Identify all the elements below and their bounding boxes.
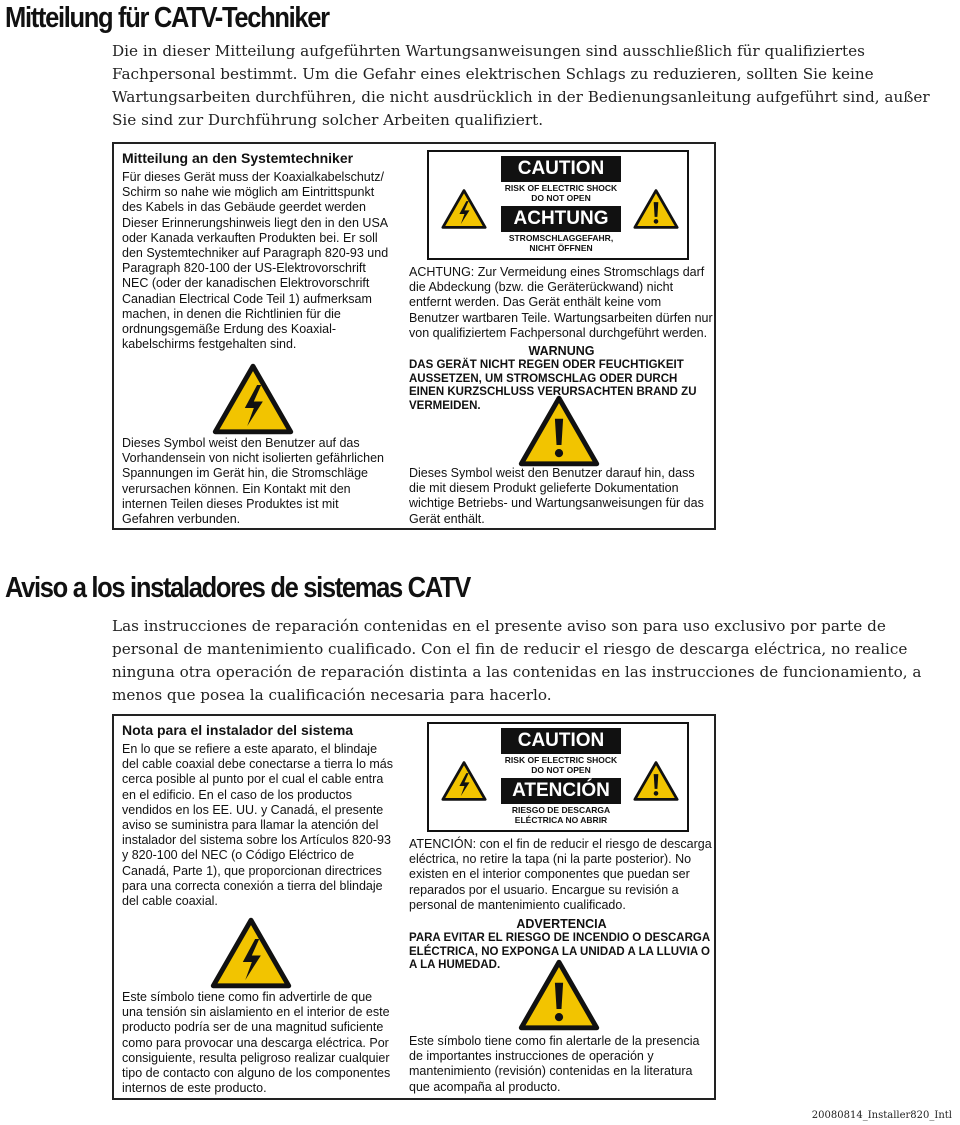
- german-safety-panel: [112, 142, 716, 530]
- german-lightning-symbol-text: Dieses Symbol weist den Benutzer auf das Vorhandensein von nicht isolierten gefährlichen Spannungen im Gerät hin, die Stromschläge verursachen können. Ein Kontakt mit den internen Teilen dieses Produktes ist mit Gefahren verbunden.: [122, 436, 384, 527]
- atencion-subtext: RIESGO DE DESCARGA ELÉCTRICA NO ABRIR: [511, 805, 611, 825]
- lightning-warning-icon: [441, 188, 487, 230]
- atencion-word: ATENCIÓN: [501, 778, 621, 804]
- achtung-subtext: STROMSCHLAGGEFAHR, NICHT ÖFFNEN: [508, 233, 614, 253]
- caution-word: CAUTION: [501, 728, 621, 754]
- caution-subtext: RISK OF ELECTRIC SHOCK DO NOT OPEN: [504, 755, 618, 775]
- spanish-note-body: En lo que se refiere a este aparato, el blindaje del cable coaxial debe conectarse a tierra lo más cerca posible al punto por el cual el cable entra en el edificio. En el caso de los productos vendidos en los EE. UU. y Canadá, el presente aviso se suministra para llamar la atención del instalador del sistema sobre los Artículos 820-93 y 820-100 del NEC (o Código Eléctrico de Canadá, Parte 1), que proporcionan directrices para una correcta conexión a tierra del blindaje del cable coaxial.: [122, 742, 393, 909]
- spanish-note-title: Nota para el instalador del sistema: [122, 722, 354, 738]
- lightning-warning-icon: [441, 760, 487, 802]
- lightning-warning-icon: [212, 362, 294, 436]
- german-note-title: Mitteilung an den Systemtechniker: [122, 150, 354, 166]
- exclamation-warning-icon: [633, 760, 679, 802]
- german-section-title: Mitteilung für CATV-Techniker: [5, 2, 329, 34]
- spanish-warning-body: PARA EVITAR EL RIESGO DE INCENDIO O DESCARGA ELÉCTRICA, NO EXPONGA LA UNIDAD A LA LLUVIA O A LA HUMEDAD.: [409, 932, 710, 972]
- lightning-warning-icon: [210, 916, 292, 990]
- german-note-body: Für dieses Gerät muss der Koaxialkabelschutz/ Schirm so nahe wie möglich am Eintrittspunkt des Kabels in das Gebäude geerdet werden Dieser Erinnerungshinweis liegt den in den USA oder Kanada verkauften Produkten bei. Er soll den Systemtechniker auf Paragraph 820-93 und Paragraph 820-100 der US-Elektrovorschrift NEC (oder der kanadischen Elektrovorschrift Canadian Electrical Code Teil 1) aufmerksam machen, in denen die Richtlinien für die ordnungsgemäße Erdung des Koaxial-kabelschirms festgehalten sind.: [122, 170, 389, 352]
- exclamation-warning-icon: [518, 394, 600, 468]
- achtung-word: ACHTUNG: [501, 206, 621, 232]
- german-caution-text: ACHTUNG: Zur Vermeidung eines Stromschlags darf die Abdeckung (bzw. die Geräterückwand) nicht entfernt werden. Das Gerät enthält keine vom Benutzer wartbaren Teile. Wartungsarbeiten dürfen nur von qualifiziertem Fachpersonal durchgeführt werden.: [409, 265, 713, 340]
- german-caution-label: [427, 150, 689, 260]
- document-id-footer: 20080814_Installer820_Intl: [811, 1110, 952, 1121]
- spanish-section-title: Aviso a los instaladores de sistemas CATV: [5, 572, 470, 604]
- exclamation-warning-icon: [633, 188, 679, 230]
- spanish-warning-heading: ADVERTENCIA: [516, 917, 607, 932]
- german-intro-text: Die in dieser Mitteilung aufgeführten Wartungsanweisungen sind ausschließlich für qualifiziertes Fachpersonal bestimmt. Um die Gefahr eines elektrischen Schlags zu reduzieren, sollten Sie keine Wartungsarbeiten durchführen, die nicht ausdrücklich in der Bedienungsanleitung aufgeführt sind, außer Sie sind zur Durchführung solcher Arbeiten qualifiziert.: [112, 42, 930, 129]
- spanish-caution-label: [427, 722, 689, 832]
- caution-word: CAUTION: [501, 156, 621, 182]
- caution-subtext: RISK OF ELECTRIC SHOCK DO NOT OPEN: [504, 183, 618, 203]
- spanish-lightning-symbol-text: Este símbolo tiene como fin advertirle de que una tensión sin aislamiento en el interior de este producto podría ser de una magnitud suficiente como para provocar una descarga eléctrica. Por consiguiente, resulta peligroso realizar cualquier tipo de contacto con alguno de los componentes internos de este producto.: [122, 990, 391, 1096]
- exclamation-warning-icon: [518, 958, 600, 1032]
- spanish-caution-text: ATENCIÓN: con el fin de reducir el riesgo de descarga eléctrica, no retire la tapa (ni la parte posterior). No existen en el interior componentes que puedan ser reparados por el usuario. Encargue su revisión a personal de mantenimiento cualificado.: [409, 837, 712, 912]
- spanish-intro-text: Las instrucciones de reparación contenidas en el presente aviso son para uso exclusivo por parte de personal de mantenimiento cualificado. Con el fin de reducir el riesgo de descarga eléctrica, no realice ninguna otra operación de reparación distinta a las contenidas en las instrucciones de funcionamiento, a menos que posea la cualificación necesaria para hacerlo.: [112, 617, 922, 704]
- german-exclamation-symbol-text: Dieses Symbol weist den Benutzer darauf hin, dass die mit diesem Produkt gelieferte Dokumentation wichtige Betriebs- und Wartungsanweisungen für das Gerät enthält.: [409, 466, 704, 526]
- german-warning-heading: WARNUNG: [528, 344, 595, 359]
- spanish-exclamation-symbol-text: Este símbolo tiene como fin alertarle de la presencia de importantes instrucciones de operación y mantenimiento (revisión) contenidas en la literatura que acompaña al producto.: [409, 1034, 700, 1094]
- spanish-safety-panel: [112, 714, 716, 1100]
- german-warning-body: DAS GERÄT NICHT REGEN ODER FEUCHTIGKEIT AUSSETZEN, UM STROMSCHLAG ODER DURCH EINEN KURZSCHLUSS VERURSACHTEN BRAND ZU VERMEIDEN.: [409, 359, 697, 412]
